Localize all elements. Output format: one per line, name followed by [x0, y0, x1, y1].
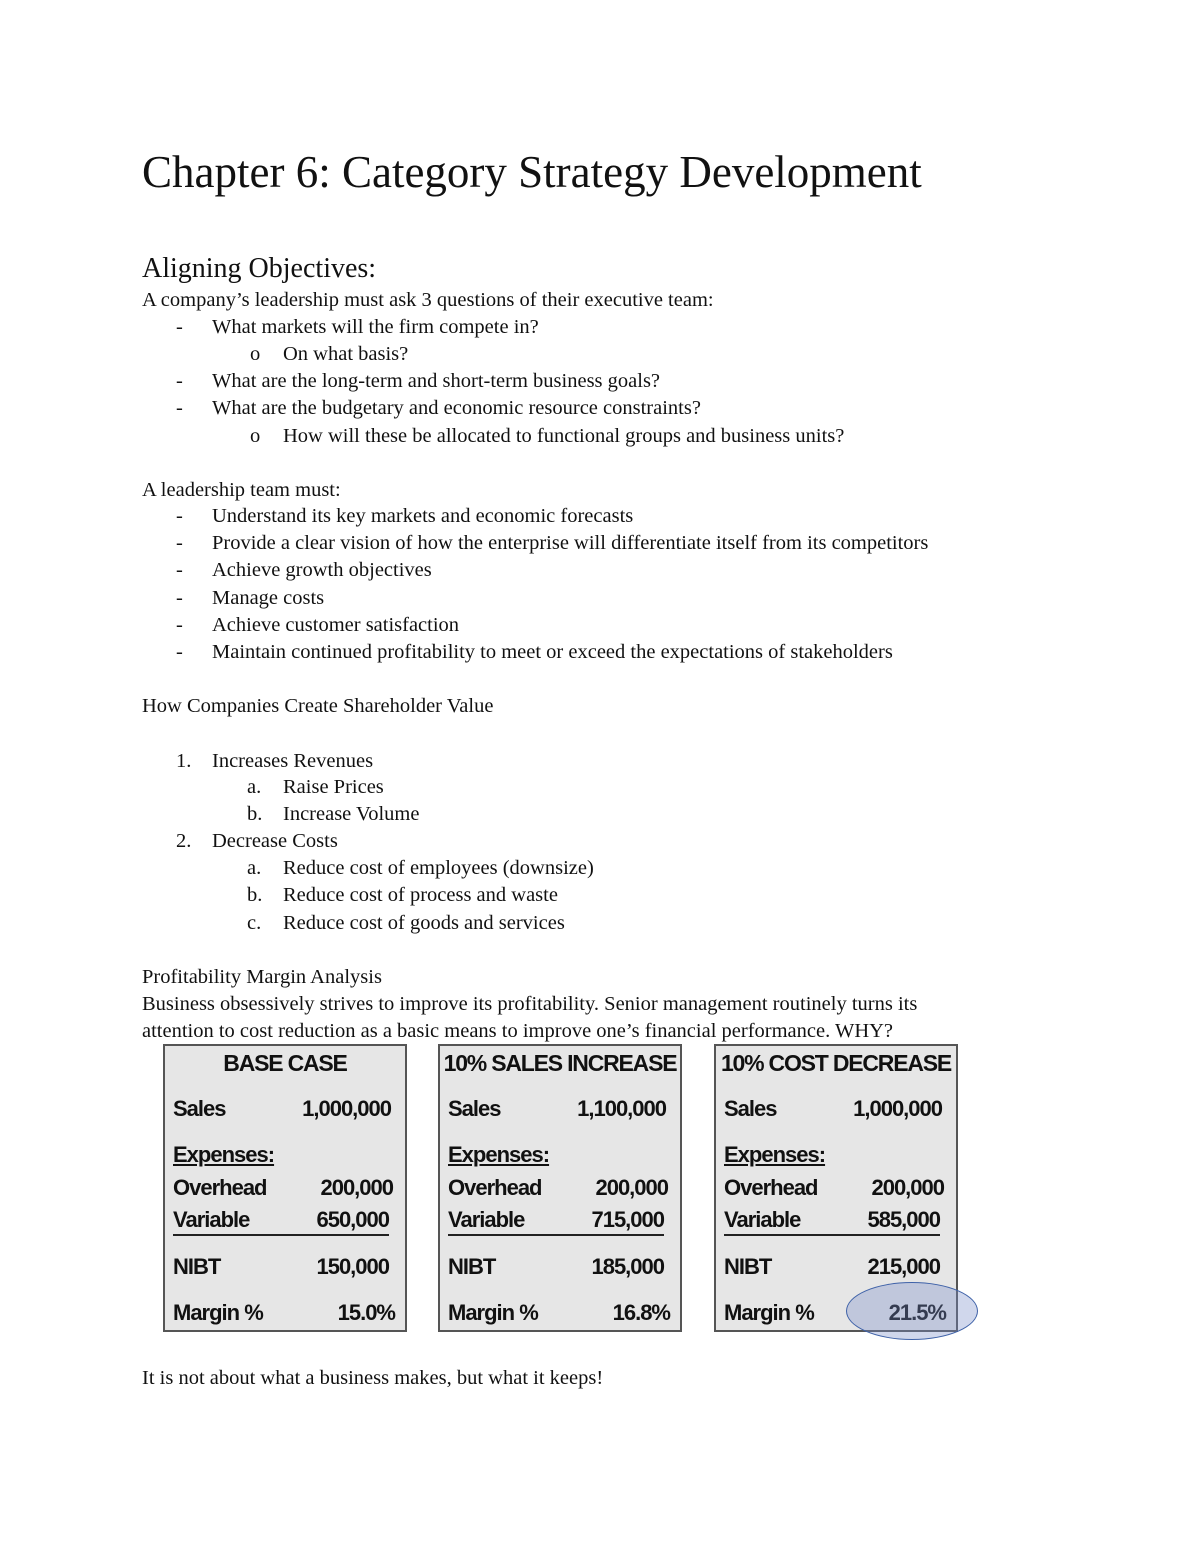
scenario-title: 10% SALES INCREASE	[443, 1050, 677, 1076]
total-rule	[448, 1234, 664, 1236]
list-item: Reduce cost of process and waste	[283, 884, 558, 906]
leadership-intro: A leadership team must:	[142, 479, 341, 501]
scenario-title: 10% COST DECREASE	[720, 1050, 952, 1076]
list-item: Decrease Costs	[212, 830, 338, 852]
sales-label: Sales	[173, 1096, 226, 1121]
list-item: Achieve growth objectives	[212, 559, 432, 582]
list-item: Maintain continued profitability to meet or exceed the expectations of stakeholders	[212, 641, 893, 663]
list-item: Reduce cost of employees (downsize)	[283, 857, 594, 879]
bullet-dash: -	[176, 370, 183, 392]
chapter-title: Chapter 6: Category Strategy Development	[142, 147, 922, 197]
overhead-value: 200,000	[320, 1175, 393, 1200]
bullet-dash: -	[176, 559, 183, 582]
bullet-dash: -	[176, 586, 183, 609]
nibt-label: NIBT	[173, 1254, 221, 1279]
list-item: On what basis?	[283, 343, 409, 365]
bullet-dash: -	[176, 641, 183, 663]
list-item: How will these be allocated to functional groups and business units?	[283, 425, 845, 447]
margin-value: 21.5%	[888, 1300, 946, 1325]
variable-value: 585,000	[867, 1207, 940, 1232]
total-rule	[724, 1234, 940, 1236]
sales-value: 1,000,000	[302, 1096, 391, 1121]
bullet-circle: o	[250, 425, 261, 447]
sales-label: Sales	[724, 1096, 777, 1121]
variable-label: Variable	[173, 1207, 250, 1232]
variable-label: Variable	[448, 1207, 525, 1232]
sales-value: 1,000,000	[853, 1096, 942, 1121]
overhead-label: Overhead	[173, 1175, 267, 1200]
bullet-dash: -	[176, 316, 183, 338]
list-letter: b.	[247, 803, 263, 825]
scenario-box	[438, 1044, 682, 1332]
sales-label: Sales	[448, 1096, 501, 1121]
scenario-box	[163, 1044, 407, 1332]
list-letter: a.	[247, 857, 262, 879]
list-item: Reduce cost of goods and services	[283, 912, 565, 934]
expenses-label: Expenses:	[724, 1142, 826, 1167]
sales-value: 1,100,000	[577, 1096, 666, 1121]
list-number: 2.	[176, 830, 192, 852]
overhead-value: 200,000	[871, 1175, 944, 1200]
list-item: Increases Revenues	[212, 750, 374, 772]
bullet-dash: -	[176, 532, 183, 555]
paragraph-line: Business obsessively strives to improve its profitability. Senior management routinely turns its	[142, 993, 918, 1015]
variable-label: Variable	[724, 1207, 801, 1232]
nibt-label: NIBT	[448, 1254, 496, 1279]
overhead-value: 200,000	[595, 1175, 668, 1200]
intro-text: A company’s leadership must ask 3 questions of their executive team:	[142, 289, 714, 311]
section-heading-margin: Profitability Margin Analysis	[142, 966, 382, 988]
expenses-label: Expenses:	[448, 1142, 550, 1167]
scenario-title: BASE CASE	[223, 1050, 347, 1076]
nibt-value: 215,000	[867, 1254, 940, 1279]
list-letter: a.	[247, 776, 262, 798]
list-item: What markets will the firm compete in?	[212, 316, 539, 338]
list-item: Achieve customer satisfaction	[212, 613, 460, 636]
section-heading-value: How Companies Create Shareholder Value	[142, 695, 494, 717]
bullet-dash: -	[176, 397, 183, 419]
list-letter: c.	[247, 912, 262, 934]
bullet-circle: o	[250, 343, 261, 365]
list-item: Manage costs	[212, 586, 325, 609]
margin-label: Margin %	[724, 1300, 814, 1325]
margin-value: 16.8%	[612, 1300, 670, 1325]
expenses-label: Expenses:	[173, 1142, 275, 1167]
overhead-label: Overhead	[448, 1175, 542, 1200]
variable-value: 650,000	[316, 1207, 389, 1232]
list-number: 1.	[176, 750, 192, 772]
nibt-value: 150,000	[316, 1254, 389, 1279]
nibt-label: NIBT	[724, 1254, 772, 1279]
bullet-dash: -	[176, 505, 183, 527]
margin-value: 15.0%	[337, 1300, 395, 1325]
list-item: Increase Volume	[283, 803, 420, 825]
list-item: What are the long-term and short-term business goals?	[212, 370, 661, 392]
nibt-value: 185,000	[591, 1254, 664, 1279]
list-letter: b.	[247, 884, 263, 906]
variable-value: 715,000	[591, 1207, 664, 1232]
section-heading-aligning: Aligning Objectives:	[142, 253, 377, 284]
closing-text: It is not about what a business makes, but what it keeps!	[142, 1367, 604, 1389]
bullet-dash: -	[176, 613, 183, 636]
margin-label: Margin %	[448, 1300, 538, 1325]
list-item: Provide a clear vision of how the enterprise will differentiate itself from its competitors	[212, 532, 929, 555]
overhead-label: Overhead	[724, 1175, 818, 1200]
list-item: Raise Prices	[283, 776, 384, 798]
total-rule	[173, 1234, 389, 1236]
paragraph-line: attention to cost reduction as a basic means to improve one’s financial performance. WHY?	[142, 1020, 894, 1042]
list-item: Understand its key markets and economic forecasts	[212, 505, 634, 527]
list-item: What are the budgetary and economic resource constraints?	[212, 397, 701, 419]
margin-label: Margin %	[173, 1300, 263, 1325]
highlight-circle	[846, 1282, 978, 1340]
